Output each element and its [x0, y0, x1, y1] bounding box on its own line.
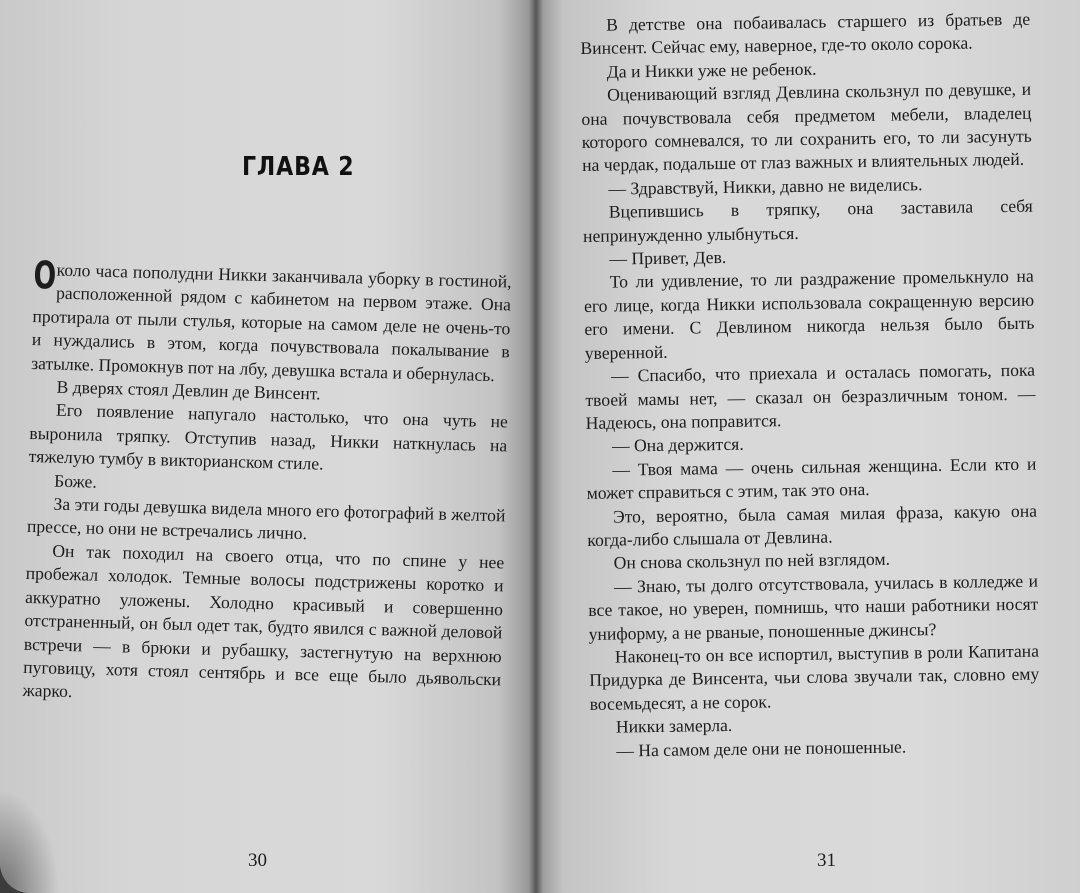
paragraph: Вцепившись в тряпку, она заставила себя непринужденно улыбнуться.	[582, 195, 1033, 246]
paragraph: — Спасибо, что приехала и осталась помогать, пока твоей мамы нет, — сказал он безразличным тоном. — Надеюсь, она поправится.	[585, 359, 1036, 433]
paragraph: Его появление напугало настолько, что она чуть не выронила тряпку. Отступив назад, Никки наткнулась на тяжелую тумбу в викторианском стиле.	[28, 400, 509, 474]
paragraph: Он так походил на своего отца, что по спине у нее пробежал холодок. Темные волосы подстрижены коротко и аккуратно уложены. Холодно красивый и совершенно отстраненный, он был одет так, будто явился с важной деловой встречи — в брюки и рубашку, застегнутую на верхнюю пуговицу, хотя стоял сентябрь и все еще было дьявольски жарко.	[22, 540, 505, 702]
paragraph: — Она держится.	[611, 434, 744, 456]
paragraph: Оценивающий взгляд Девлина скользнул по девушке, и она почувствовала себя предметом мебели, владелец которого сомневался, то ли сохранить его, то ли засунуть на чердак, подальше от глаз важных и влиятельных людей.	[581, 78, 1032, 176]
paragraph: Это, вероятно, была самая милая фраза, какую она когда-либо слышала от Девлина.	[587, 500, 1038, 550]
page-number: 30	[248, 850, 267, 871]
paragraph: — На самом деле они не поношенные.	[616, 736, 907, 761]
paragraph-text: коло часа пополудни Никки заканчивала уборку в гостиной, расположенной рядом с кабинетом на первом этаже. Она протирала от пыли стулья, которые на самом деле не очень-то и нуждались в этом, когда почувствовала покалывание в затылке. Промокнув пот на лбу, девушка встала и обернулась.	[30, 259, 512, 385]
right-page	[536, 0, 1080, 893]
page-corner-shadow	[0, 790, 60, 893]
paragraph: — Твоя мама — очень сильная женщина. Если кто и может справиться с этим, так это она.	[586, 453, 1037, 504]
paragraph: Наконец-то он все испортил, выступив в роли Капитана Придурка де Винсента, чьи слова звучали так, словно ему восемьдесят, а не сорок.	[589, 640, 1040, 714]
right-page-text	[580, 8, 1040, 763]
paragraph: Боже.	[53, 470, 98, 492]
left-page	[0, 0, 536, 893]
paragraph	[30, 253, 512, 388]
paragraph: — Знаю, ты долго отсутствовала, училась в колледже и все такое, но уверен, помнишь, что наши работники носят униформу, а не рваные, поношенные джинсы?	[588, 570, 1039, 644]
paragraph: За эти годы девушка видела много его фотографий в желтой прессе, но они не встречались лично.	[26, 493, 506, 544]
paragraph: — Здравствуй, Никки, давно не виделись.	[608, 174, 923, 199]
chapter-heading: ГЛАВА 2	[242, 152, 355, 182]
paragraph: В детстве она побаивалась старшего из братьев де Винсент. Сейчас ему, наверное, где-то около сорока.	[580, 8, 1031, 59]
paragraph: В дверях стоял Девлин де Винсент.	[56, 376, 321, 404]
paragraph: Никки замерла.	[615, 715, 733, 737]
paragraph: То ли удивление, то ли раздражение промелькнуло на его лице, когда Никки использовала сокращенную версию его имени. С Девлином никогда нельзя было быть уверенной.	[583, 266, 1035, 363]
book-gutter	[529, 0, 543, 893]
paragraph: Да и Никки уже не ребенок.	[606, 58, 817, 82]
paragraph: — Привет, Дев.	[609, 247, 727, 269]
drop-cap: О	[32, 253, 57, 298]
left-page-text	[22, 253, 512, 715]
paragraph: Он снова скользнул по ней взглядом.	[613, 549, 891, 573]
page-number: 31	[817, 850, 836, 871]
